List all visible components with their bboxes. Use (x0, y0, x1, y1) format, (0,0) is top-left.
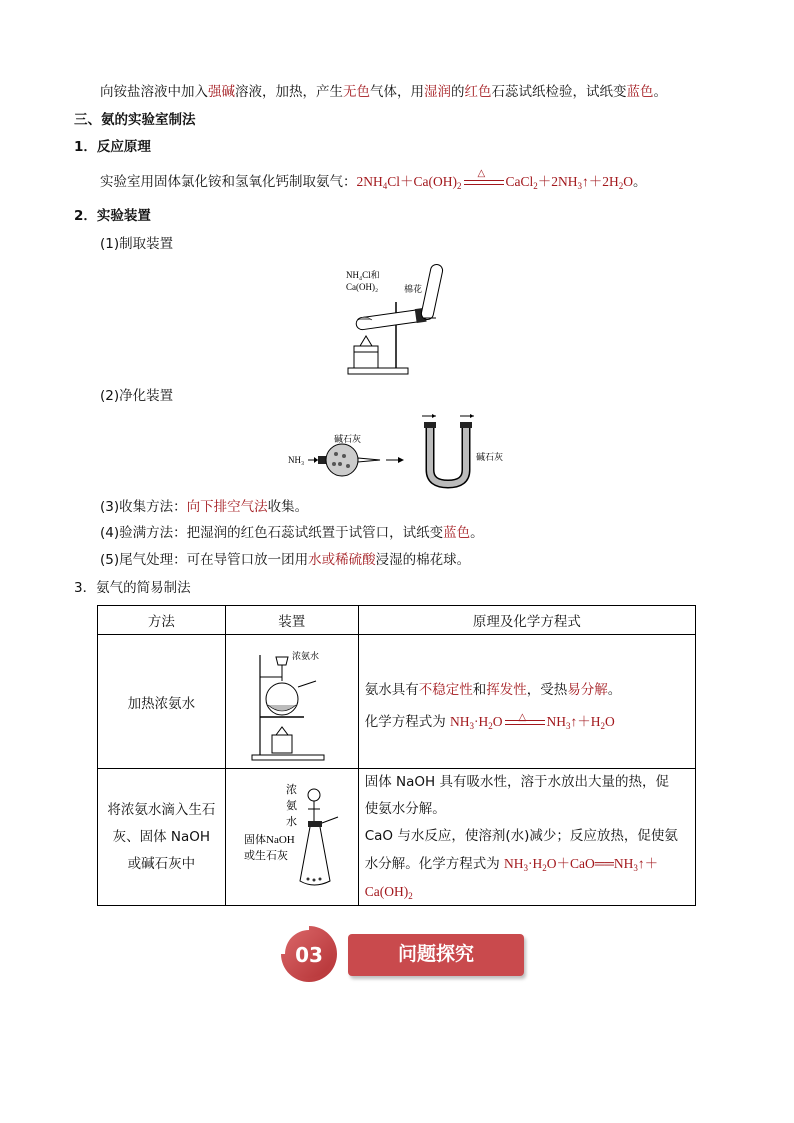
principle-line-3: CaO 与水反应，使溶剂(水)减少；反应放热，促使氨 (364, 828, 678, 844)
simple-method-table (97, 605, 696, 906)
label-naoh: 固体NaOH (243, 834, 295, 846)
method-cell: 加热浓氨水 (98, 635, 226, 769)
device-cell (225, 635, 358, 769)
header-device: 装置 (225, 606, 358, 635)
label-nh3: NH₃ (288, 455, 305, 465)
badge-number: 03 (295, 943, 323, 967)
equation-line: 水分解。化学方程式为 $NH_3\cdot H_2O+CaO══NH_3↑+$ (364, 856, 659, 873)
heat-equal-sign: △ (464, 178, 504, 188)
principle-cell (358, 769, 695, 906)
label-cotton: 棉花 (404, 284, 423, 294)
label-soda-lime-2: 碱石灰 (476, 452, 504, 462)
subsection-title-simple-method: 3．氨气的简易制法 (74, 580, 191, 596)
equation-cao-cont: $Ca(OH)_2$ (364, 884, 413, 901)
principle-line: 实验室用固体氯化铵和氢氧化钙制取氨气：$2NH_4Cl+Ca(OH)_2$ △ $CaCl_2+2NH_3↑+2H_2O$。 (100, 167, 647, 191)
heating-ammonia-apparatus (226, 637, 357, 767)
table-row (98, 635, 696, 769)
label-shui: 水 (285, 816, 297, 828)
equation-line: 化学方程式为 $NH_3\cdot H_2O$ △ $NH_3↑+H_2O$ (364, 711, 615, 731)
method-cell: 将浓氨水滴入生石 灰、固体 NaOH 或碱石灰中 (98, 769, 226, 906)
subsection-title-principle: 1．反应原理 (74, 139, 151, 155)
item-collection: (3)收集方法：向下排空气法收集。 (100, 499, 309, 515)
equation-decompose: $NH_3\cdot H_2O$ △ $NH_3↑+H_2O$ (450, 711, 615, 731)
subsection-title-apparatus: 2．实验装置 (74, 208, 151, 224)
principle-text: 氨水具有不稳定性和挥发性，受热易分解。 (364, 682, 622, 698)
section-banner (348, 934, 524, 976)
equation-cao: $NH_3\cdot H_2O+CaO══NH_3↑+$ (504, 856, 659, 873)
intro-line: 向铵盐溶液中加入强碱溶液，加热，产生无色气体，用湿润的红色石蕊试纸检验，试纸变蓝色。 (100, 84, 667, 100)
purification-apparatus-figure (284, 412, 524, 490)
device-cell (225, 769, 358, 906)
item-preparation-device: (1)制取装置 (100, 236, 174, 252)
label-reagent-2: Ca(OH)₂ (346, 282, 379, 292)
item-purification-device: (2)净化装置 (100, 388, 174, 404)
section-title: 三、氨的实验室制法 (74, 112, 196, 128)
dropping-ammonia-apparatus (226, 773, 357, 901)
header-principle: 原理及化学方程式 (358, 606, 695, 635)
table-header-row (98, 606, 696, 635)
preparation-apparatus-figure (338, 258, 448, 380)
label-conc-ammonia: 浓氨水 (291, 650, 319, 661)
label-nong: 浓 (285, 784, 297, 796)
header-method: 方法 (98, 606, 226, 635)
item-full-check: (4)验满方法：把湿润的红色石蕊试纸置于试管口，试纸变蓝色。 (100, 525, 484, 541)
item-tail-gas: (5)尾气处理：可在导管口放一团用水或稀硫酸浸湿的棉花球。 (100, 552, 471, 568)
equation-reaction: $2NH_4Cl+Ca(OH)_2$ △ $CaCl_2+2NH_3↑+2H_2O$ (356, 167, 634, 191)
label-an: 氨 (285, 800, 297, 812)
principle-line-1: 固体 NaOH 具有吸水性，溶于水放出大量的热，促 (364, 774, 669, 790)
label-cao: 或生石灰 (243, 850, 288, 862)
table-row (98, 769, 696, 906)
section-number-badge (279, 924, 339, 984)
principle-line-2: 使氨水分解。 (364, 801, 446, 817)
principle-cell (358, 635, 695, 769)
label-reagent-1: NH₄Cl和 (346, 270, 380, 280)
banner-title: 问题探究 (397, 943, 474, 965)
label-soda-lime-1: 碱石灰 (334, 434, 362, 444)
